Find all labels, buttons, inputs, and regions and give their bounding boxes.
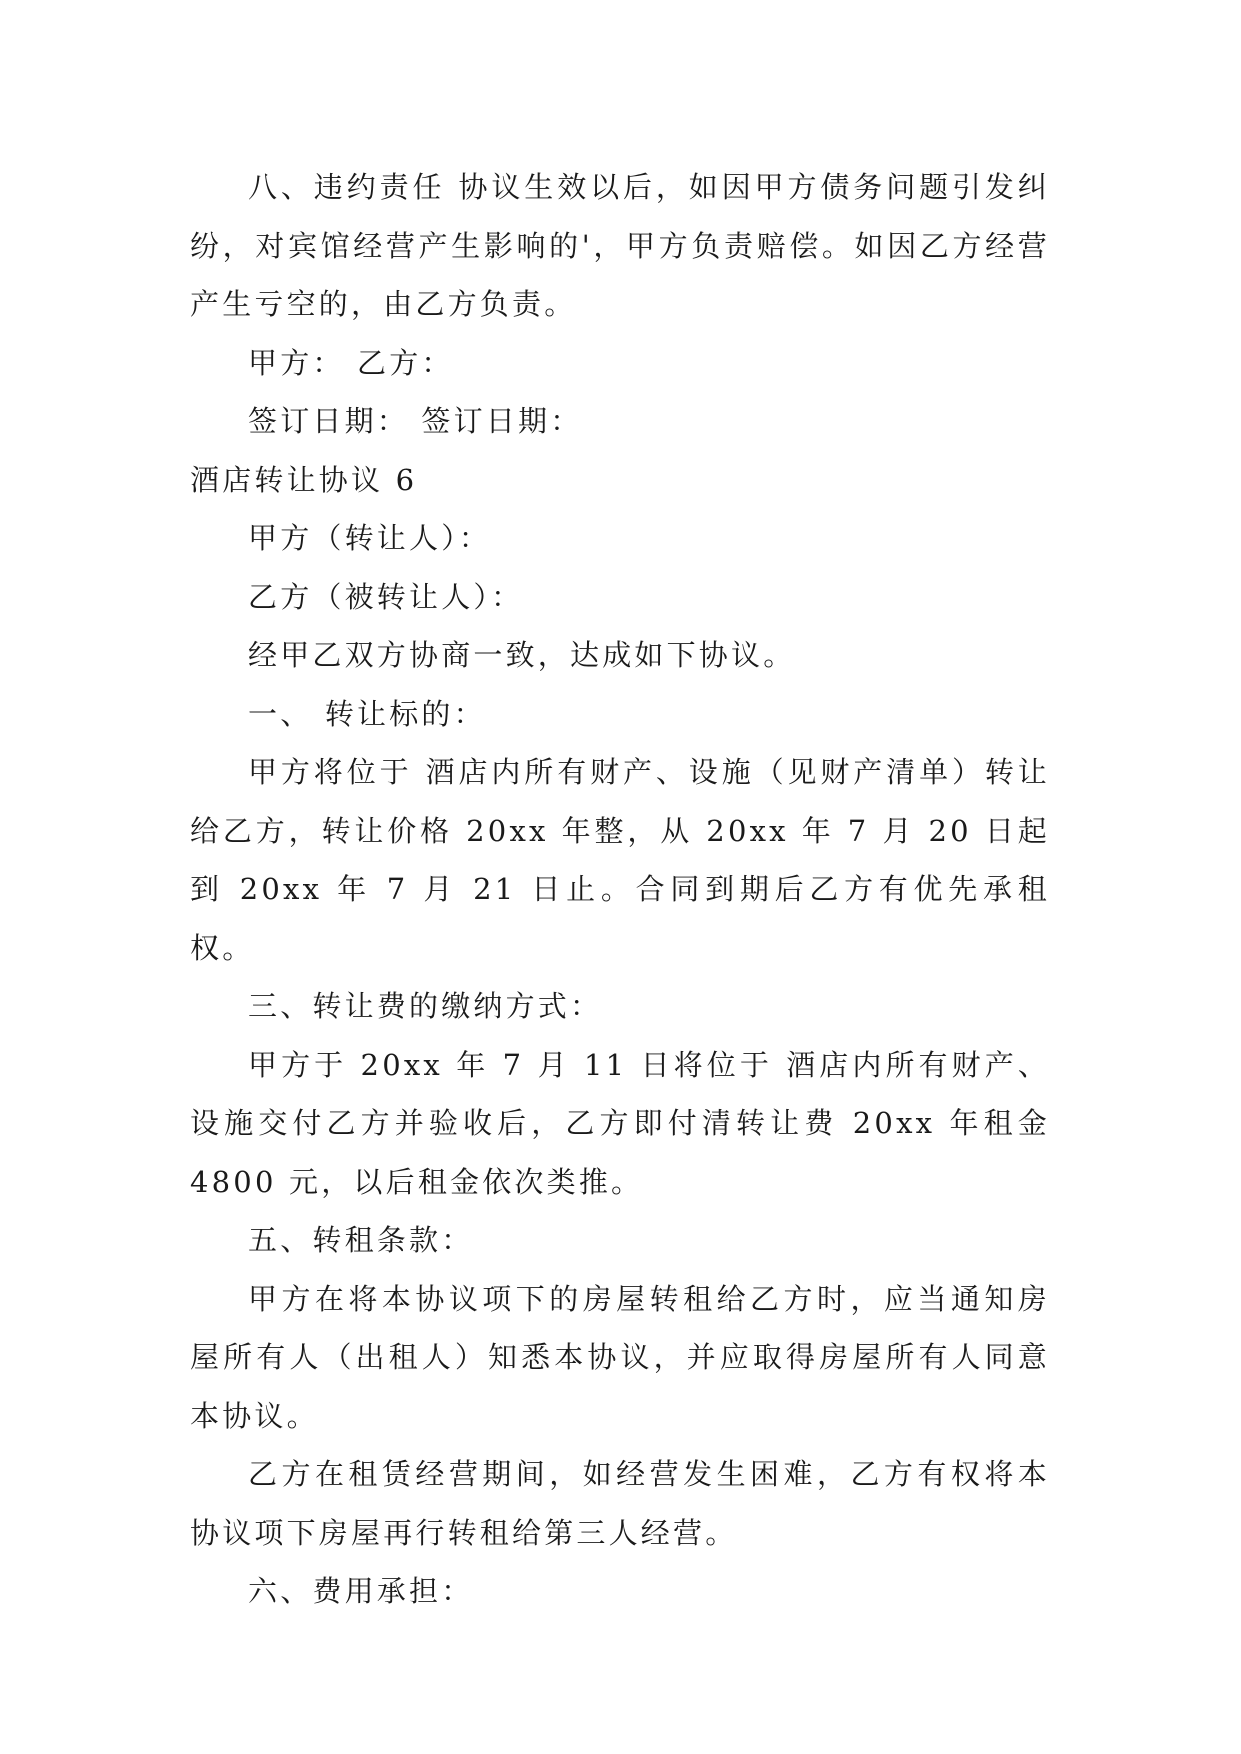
paragraph-sublease-right: 乙方在租赁经营期间，如经营发生困难，乙方有权将本协议项下房屋再行转租给第三人经营。 [190, 1457, 1050, 1550]
heading-transfer-object: 一、 转让标的： [248, 696, 486, 731]
document-section-title: 酒店转让协议 6 [190, 462, 418, 497]
heading-sublease-terms: 五、转租条款： [248, 1223, 474, 1257]
paragraph-party-b: 乙方（被转让人）： [248, 579, 524, 614]
paragraph-party-a: 甲方（转让人）： [248, 521, 492, 555]
paragraph-sublease-notice: 甲方在将本协议项下的房屋转租给乙方时，应当通知房屋所有人（出租人）知悉本协议，并应取得房屋所有人同意本协议。 [190, 1281, 1050, 1433]
paragraph-breach-liability: 八、违约责任 协议生效以后，如因甲方债务问题引发纠纷，对宾馆经营产生影响的'，甲方负责赔偿。如因乙方经营产生亏空的，由乙方负责。 [190, 170, 1050, 321]
paragraph-parties-signature: 甲方： 乙方： [248, 345, 454, 380]
paragraph-agreement-intro: 经甲乙双方协商一致，达成如下协议。 [248, 638, 796, 672]
document-body [190, 158, 1050, 1621]
heading-payment-method: 三、转让费的缴纳方式： [248, 989, 603, 1023]
paragraph-transfer-object: 甲方将位于 酒店内所有财产、设施（见财产清单）转让给乙方，转让价格 20xx 年整，从 20xx 年 7 月 20 日起到 20xx 年 7 月 21 日止。合同到期后乙方有优先承租权。 [190, 755, 1050, 965]
paragraph-payment-method: 甲方于 20xx 年 7 月 11 日将位于 酒店内所有财产、设施交付乙方并验收后，乙方即付清转让费 20xx 年租金 4800 元，以后租金依次类推。 [190, 1047, 1050, 1199]
paragraph-signing-date: 签订日期： 签订日期： [248, 404, 583, 438]
heading-cost-bearing: 六、费用承担： [248, 1574, 474, 1608]
